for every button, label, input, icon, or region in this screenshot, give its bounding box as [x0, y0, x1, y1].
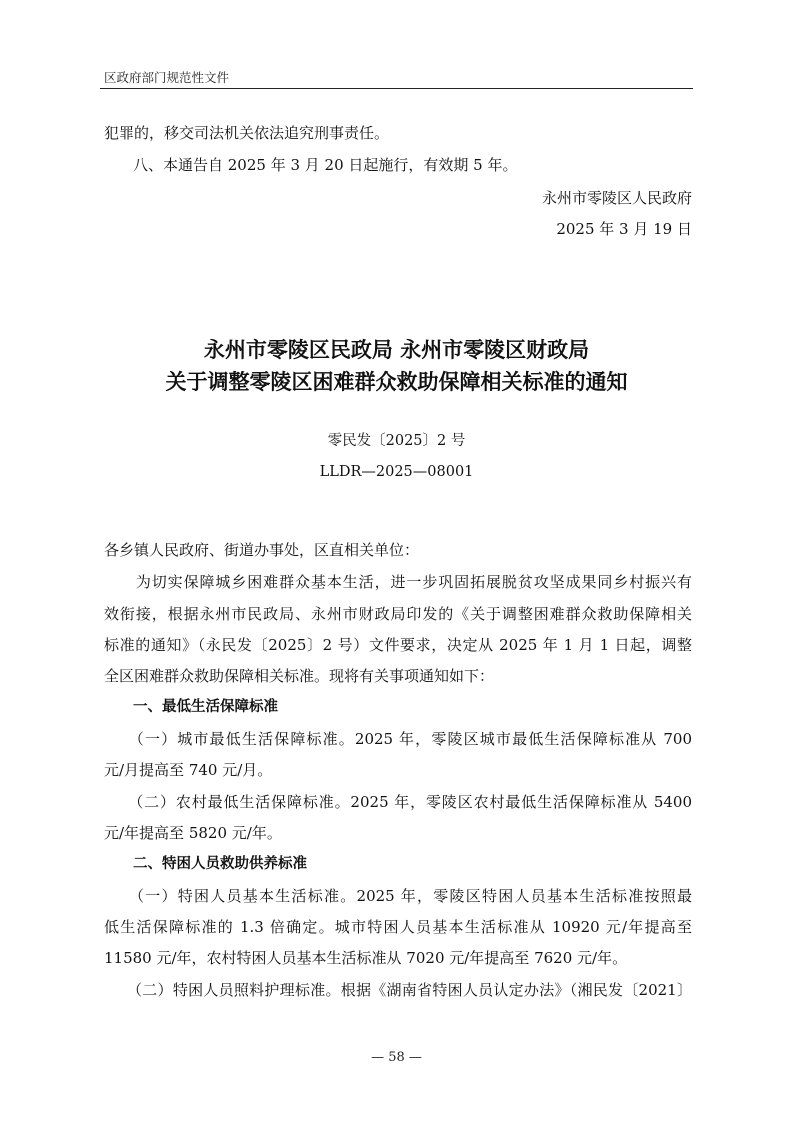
prev-notice-date: 2025 年 3 月 19 日	[556, 220, 692, 238]
registration-code: LLDR—2025—08001	[319, 464, 474, 480]
header-divider	[100, 88, 693, 89]
section1-item2-line: 元/年提高至 5820 元/年。	[104, 824, 282, 842]
intro-line: 标准的通知》（永民发〔2025〕2 号）文件要求，决定从 2025 年 1 月 1 日起，调整	[104, 636, 692, 654]
section-heading: 二、特困人员救助供养标准	[104, 856, 307, 872]
addressee: 各乡镇人民政府、街道办事处，区直相关单位：	[104, 541, 420, 559]
prev-notice-effective-clause: 八、本通告自 2025 年 3 月 20 日起施行，有效期 5 年。	[133, 156, 518, 174]
intro-line: 效衔接，根据永州市民政局、永州市财政局印发的《关于调整困难群众救助保障相关	[104, 605, 692, 623]
section2-item1-line: 11580 元/年，农村特困人员基本生活标准从 7020 元/年提高至 7620 元/年。	[104, 949, 628, 967]
intro-line: 全区困难群众救助保障相关标准。现将有关事项通知如下：	[104, 667, 495, 685]
section1-item1-line: 元/月提高至 740 元/月。	[104, 761, 273, 779]
intro-line: 为切实保障城乡困难群众基本生活，进一步巩固拓展脱贫攻坚成果同乡村振兴有	[104, 573, 692, 591]
section2-item1-line: （一）特困人员基本生活标准。2025 年，零陵区特困人员基本生活标准按照最	[104, 887, 692, 905]
document-title-line2: 关于调整零陵区困难群众救助保障相关标准的通知	[165, 370, 628, 394]
section2-item2-line: （二）特困人员照料护理标准。根据《湖南省特困人员认定办法》（湘民发〔2021〕	[104, 981, 692, 999]
section1-item2-line: （二）农村最低生活保障标准。2025 年，零陵区农村最低生活保障标准从 5400	[104, 793, 692, 811]
running-header: 区政府部门规范性文件	[104, 70, 230, 85]
prev-notice-signer: 永州市零陵区人民政府	[541, 189, 692, 207]
document-number: 零民发〔2025〕2 号	[327, 433, 466, 449]
section1-item1-line: （一）城市最低生活保障标准。2025 年，零陵区城市最低生活保障标准从 700	[104, 730, 692, 748]
page-number: — 58 —	[371, 1050, 422, 1065]
section2-item1-line: 低生活保障标准的 1.3 倍确定。城市特困人员基本生活标准从 10920 元/年提高至	[104, 918, 692, 936]
prev-notice-line: 犯罪的，移交司法机关依法追究刑事责任。	[104, 124, 390, 142]
section-heading: 一、最低生活保障标准	[104, 699, 278, 715]
document-title-line1: 永州市零陵区民政局 永州市零陵区财政局	[203, 338, 590, 362]
